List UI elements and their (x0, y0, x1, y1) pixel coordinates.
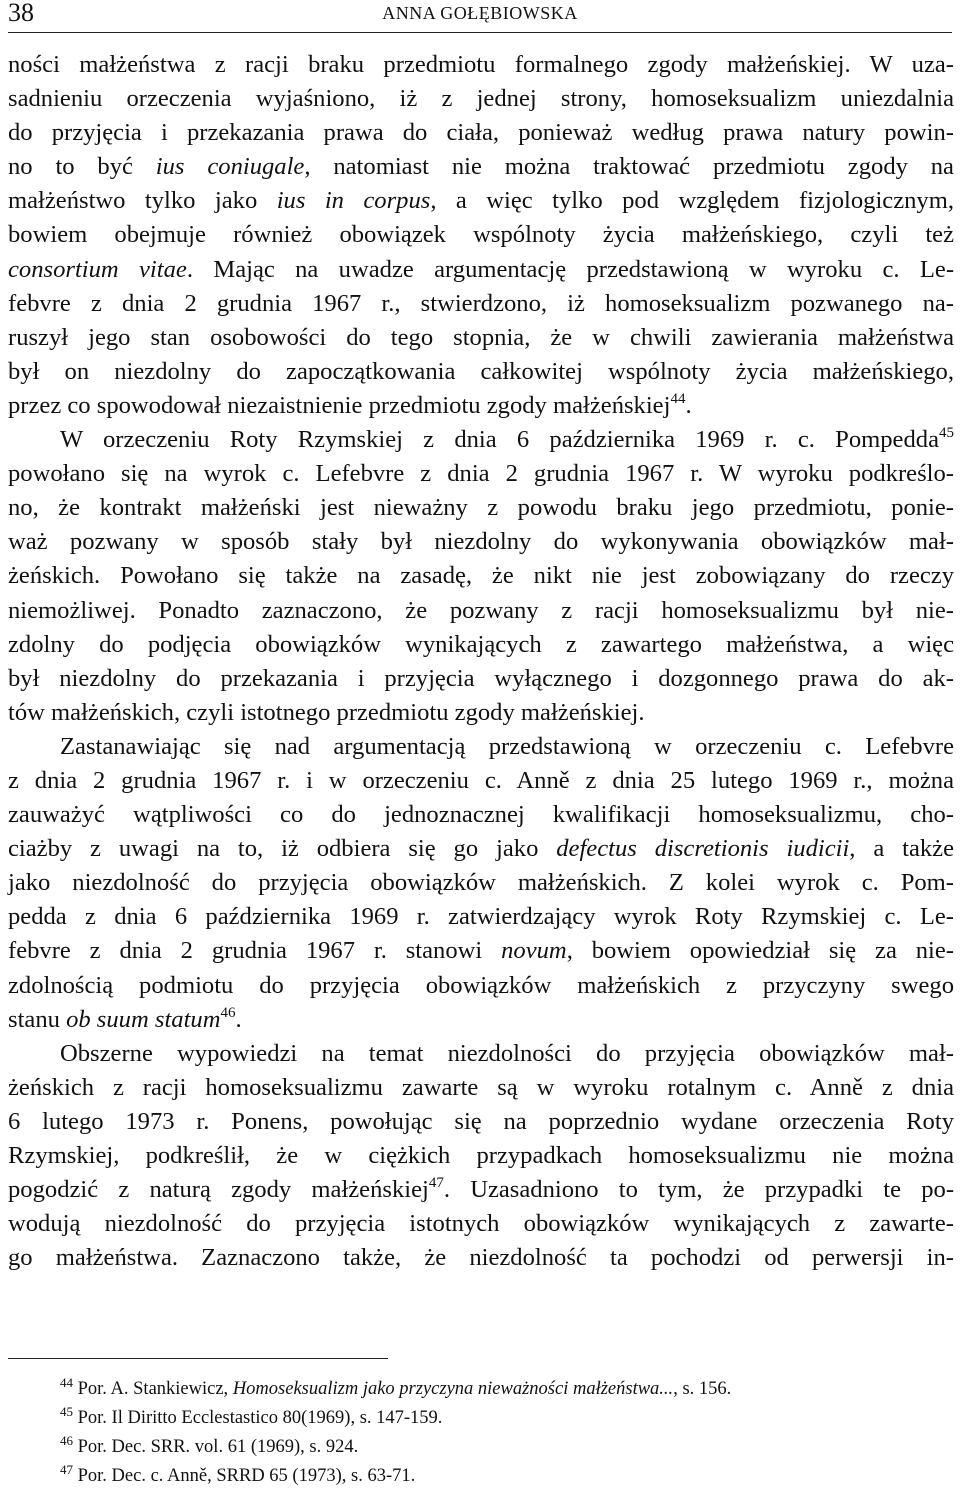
text-segment: tów małżeńskich, czyli istotnego przedmiotu zgody małżeńskiej. (8, 698, 645, 726)
footnote-ref: 46 (60, 1433, 73, 1448)
text-line (8, 594, 954, 628)
text-line (8, 866, 954, 900)
text-segment: no, że kontrakt małżeński jest nieważny z powodu braku jego przedmiotu, ponie- (8, 494, 954, 522)
text-line (8, 1207, 954, 1241)
text-line (8, 525, 954, 559)
text-line (8, 389, 954, 423)
text-line (8, 662, 954, 696)
text-segment: ciażby z uwagi na to, iż odbiera się go jako (8, 835, 557, 863)
text-segment: Por. Dec. SRR. vol. 61 (1969), s. 924. (73, 1437, 359, 1457)
text-line (8, 1173, 954, 1207)
text-segment: zdolnością podmiotu do przyjęcia obowiązków małżeńskich z przyczyny swego (8, 971, 954, 999)
text-segment: jako niezdolność do przyjęcia obowiązków małżeńskich. Z kolei wyrok c. Pom- (8, 869, 954, 897)
text-segment: małżeństwo tylko jako (8, 187, 277, 215)
footnote-ref: 46 (220, 1004, 236, 1021)
text-line (8, 48, 954, 82)
footnote (60, 1375, 731, 1404)
text-line (8, 457, 954, 491)
text-segment: żeńskich. Powołano się także na zasadę, że nikt nie jest zobowiązany do rzeczy (8, 562, 954, 590)
text-segment: . (685, 391, 692, 419)
text-segment: W orzeczeniu Roty Rzymskiej z dnia 6 października 1969 r. c. Pompedda (60, 426, 939, 454)
text-line (8, 355, 954, 389)
text-line (8, 82, 954, 116)
text-segment: , a więc tylko pod względem fizjologicznym, (430, 187, 954, 215)
text-segment: do przyjęcia i przekazania prawa do ciała, ponieważ według prawa natury powin- (8, 119, 954, 147)
italic-text: novum (501, 937, 567, 965)
italic-text: ob suum statum (66, 1005, 221, 1033)
running-head: ANNA GOŁĘBIOWSKA (382, 3, 578, 23)
footnote-ref: 47 (60, 1462, 73, 1477)
text-line (8, 969, 954, 1003)
italic-text: defectus discretionis iudicii (556, 835, 850, 863)
text-segment: Por. Il Diritto Ecclestastico 80(1969), s. 147-159. (73, 1408, 443, 1428)
text-line (8, 321, 954, 355)
text-segment: sadnieniu orzeczenia wyjaśniono, iż z jednej strony, homoseksualizm uniezdalnia (8, 85, 954, 113)
text-line (8, 628, 954, 662)
text-line (8, 116, 954, 150)
text-segment: Zastanawiając się nad argumentacją przedstawioną w orzeczeniu c. Lefebvre (60, 732, 954, 760)
text-line (8, 1241, 954, 1275)
text-segment: pedda z dnia 6 października 1969 r. zatwierdzający wyrok Roty Rzymskiej c. Le- (8, 903, 954, 931)
text-segment: Obszerne wypowiedzi na temat niezdolności do przyjęcia obowiązków mał- (60, 1039, 954, 1067)
text-segment: . Uzasadniono to tym, że przypadki te po- (443, 1176, 955, 1204)
footnotes (60, 1375, 731, 1491)
text-line (8, 253, 954, 287)
text-segment: go małżeństwa. Zaznaczono także, że niezdolność ta pochodzi od perwersji in- (8, 1244, 954, 1272)
body-text (8, 48, 954, 1275)
footnote-ref: 47 (428, 1175, 444, 1192)
text-segment: Por. A. Stankiewicz, (73, 1379, 233, 1399)
text-segment: . (235, 1005, 242, 1033)
text-segment: febvre z dnia 2 grudnia 1967 r., stwierdzono, iż homoseksualizm pozwanego na- (8, 289, 954, 317)
text-line (8, 218, 954, 252)
text-segment: febvre z dnia 2 grudnia 1967 r. stanowi (8, 937, 502, 965)
text-line (8, 1003, 954, 1037)
text-line (8, 764, 954, 798)
italic-text: consortium vitae (8, 255, 187, 283)
text-line (8, 184, 954, 218)
text-segment: , a także (849, 835, 954, 863)
footnote (60, 1433, 731, 1462)
page-number: 38 (8, 0, 34, 27)
text-segment: , natomiast nie można traktować przedmiotu zgody na (304, 153, 954, 181)
text-line (8, 1105, 954, 1139)
text-segment: powołano się na wyrok c. Lefebvre z dnia 2 grudnia 1967 r. W wyroku podkreślo- (8, 460, 954, 488)
text-line (8, 696, 954, 730)
text-line (8, 491, 954, 525)
text-segment: ności małżeństwa z racji braku przedmiotu formalnego zgody małżeńskiej. W uza- (8, 51, 954, 78)
text-line (8, 900, 954, 934)
text-segment: zdolny do podjęcia obowiązków wynikających z zawartego małżeństwa, a więc (8, 630, 954, 658)
text-segment: pogodzić z naturą zgody małżeńskiej (8, 1176, 429, 1204)
text-segment: z dnia 2 grudnia 1967 r. i w orzeczeniu c. Anně z dnia 25 lutego 1969 r., można (8, 766, 954, 794)
text-segment: , s. 156. (673, 1379, 732, 1399)
footnote-ref: 44 (60, 1375, 73, 1390)
text-line (8, 150, 954, 184)
text-segment: , bowiem opowiedział się za nie- (566, 937, 954, 965)
italic-text: Homoseksualizm jako przyczyna nieważności małżeństwa... (232, 1379, 674, 1399)
text-line (8, 559, 954, 593)
italic-text: ius in corpus (276, 187, 431, 215)
text-line (8, 1139, 954, 1173)
text-segment: . Mając na uwadze argumentację przedstawioną w wyroku c. Le- (186, 255, 955, 283)
text-line (8, 1037, 954, 1071)
footnote-ref: 44 (670, 390, 686, 407)
text-line (8, 730, 954, 764)
text-segment: przez co spowodował niezaistnienie przedmiotu zgody małżeńskiej (8, 391, 671, 419)
text-line (8, 287, 954, 321)
italic-text: ius coniugale (155, 153, 305, 181)
text-line (8, 423, 954, 457)
text-line (8, 832, 954, 866)
footnote-separator (8, 1358, 388, 1359)
text-segment: no to być (8, 153, 156, 181)
text-line (8, 798, 954, 832)
footnote (60, 1404, 731, 1433)
text-segment: stanu (8, 1005, 67, 1033)
text-segment: wodują niezdolność do przyjęcia istotnych obowiązków wynikających z zawarte- (8, 1210, 954, 1238)
text-segment: był niezdolny do przekazania i przyjęcia wyłącznego i dozgonnego prawa do ak- (8, 664, 954, 692)
text-segment: 6 lutego 1973 r. Ponens, powołując się na poprzednio wydane orzeczenia Roty (8, 1107, 954, 1135)
text-segment: niemożliwej. Ponadto zaznaczono, że pozwany z racji homoseksualizmu był nie- (8, 596, 954, 624)
text-line (8, 1071, 954, 1105)
text-segment: ruszył jego stan osobowości do tego stopnia, że w chwili zawierania małżeństwa (8, 323, 954, 351)
text-segment: zauważyć wątpliwości co do jednoznacznej kwalifikacji homoseksualizmu, cho- (8, 801, 954, 829)
text-segment: Rzymskiej, podkreślił, że w ciężkich przypadkach homoseksualizmu nie można (8, 1142, 954, 1169)
text-line (8, 934, 954, 968)
page-header (8, 0, 952, 33)
footnote-ref: 45 (60, 1404, 73, 1419)
footnote (60, 1462, 731, 1491)
text-segment: był on niezdolny do zapoczątkowania całkowitej wspólnoty życia małżeńskiego, (8, 357, 954, 385)
text-segment: bowiem obejmuje również obowiązek wspólnoty życia małżeńskiego, czyli też (8, 221, 954, 249)
text-segment: żeńskich z racji homoseksualizmu zawarte są w wyroku rotalnym c. Anně z dnia (8, 1073, 954, 1101)
text-segment: Por. Dec. c. Anně, SRRD 65 (1973), s. 63-71. (73, 1466, 416, 1486)
footnote-ref: 45 (939, 425, 954, 442)
text-segment: waż pozwany w sposób stały był niezdolny do wykonywania obowiązków mał- (8, 528, 954, 556)
